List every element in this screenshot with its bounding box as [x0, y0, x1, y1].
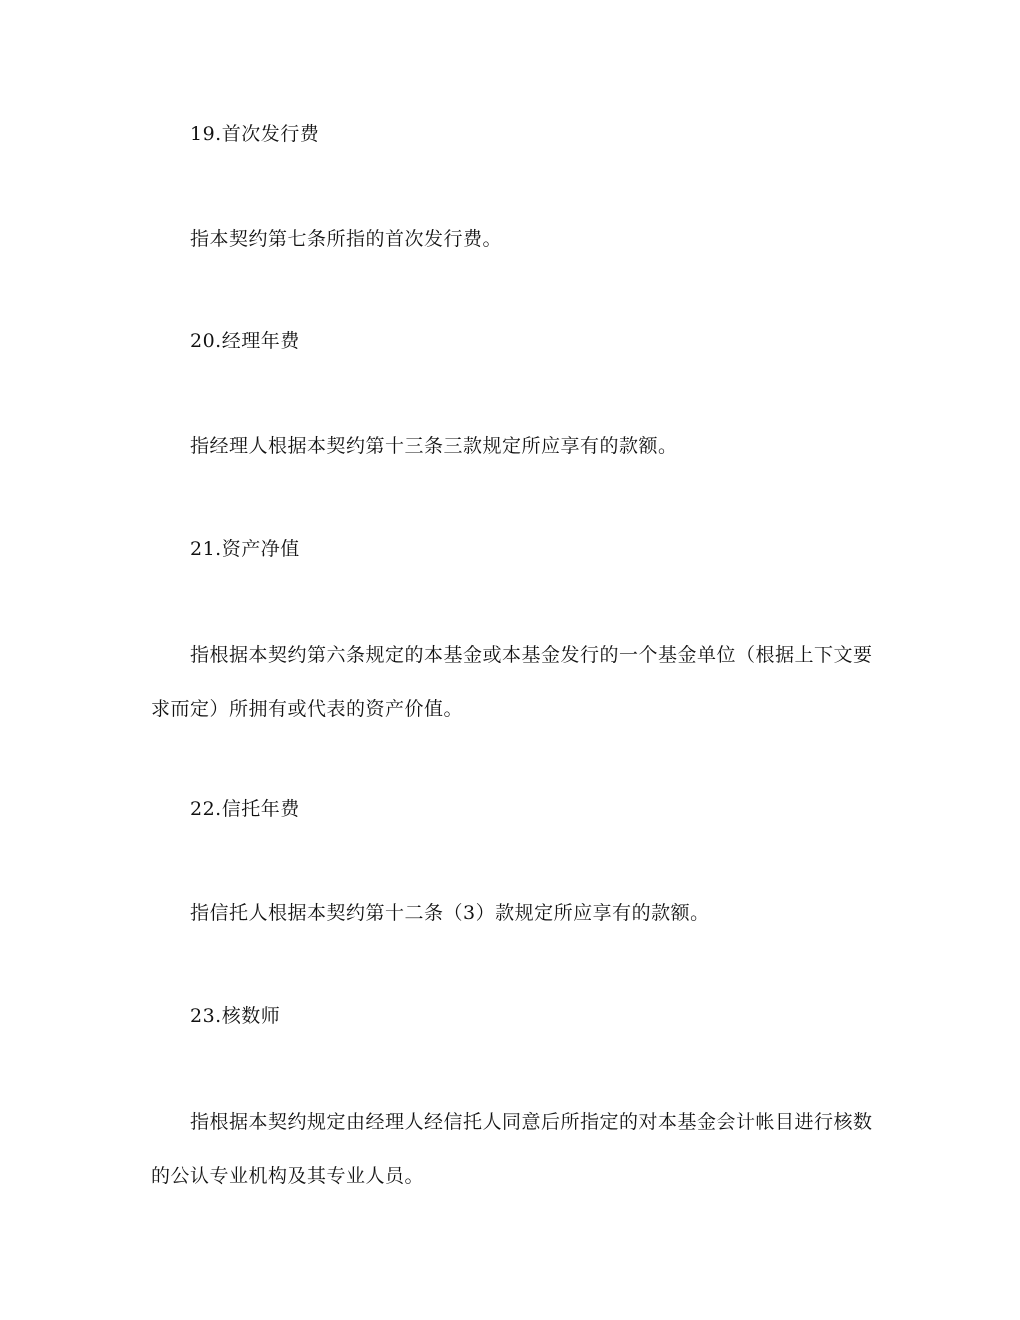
section-body: 指信托人根据本契约第十二条（3）款规定所应享有的款额。 — [190, 902, 710, 924]
section-heading: 20.经理年费 — [190, 330, 300, 352]
section-heading: 19.首次发行费 — [190, 123, 320, 145]
section-body: 指根据本契约规定由经理人经信托人同意后所指定的对本基金会计帐目进行核数的公认专业机构及其专业人员。 — [151, 1111, 873, 1187]
section-heading: 23.核数师 — [190, 1005, 281, 1027]
section-body: 指经理人根据本契约第十三条三款规定所应享有的款额。 — [190, 435, 678, 457]
section-body: 指本契约第七条所指的首次发行费。 — [190, 228, 503, 250]
section-body: 指根据本契约第六条规定的本基金或本基金发行的一个基金单位（根据上下文要求而定）所拥有或代表的资产价值。 — [151, 644, 873, 720]
section-heading: 21.资产净值 — [190, 538, 300, 560]
section-heading: 22.信托年费 — [190, 798, 300, 820]
